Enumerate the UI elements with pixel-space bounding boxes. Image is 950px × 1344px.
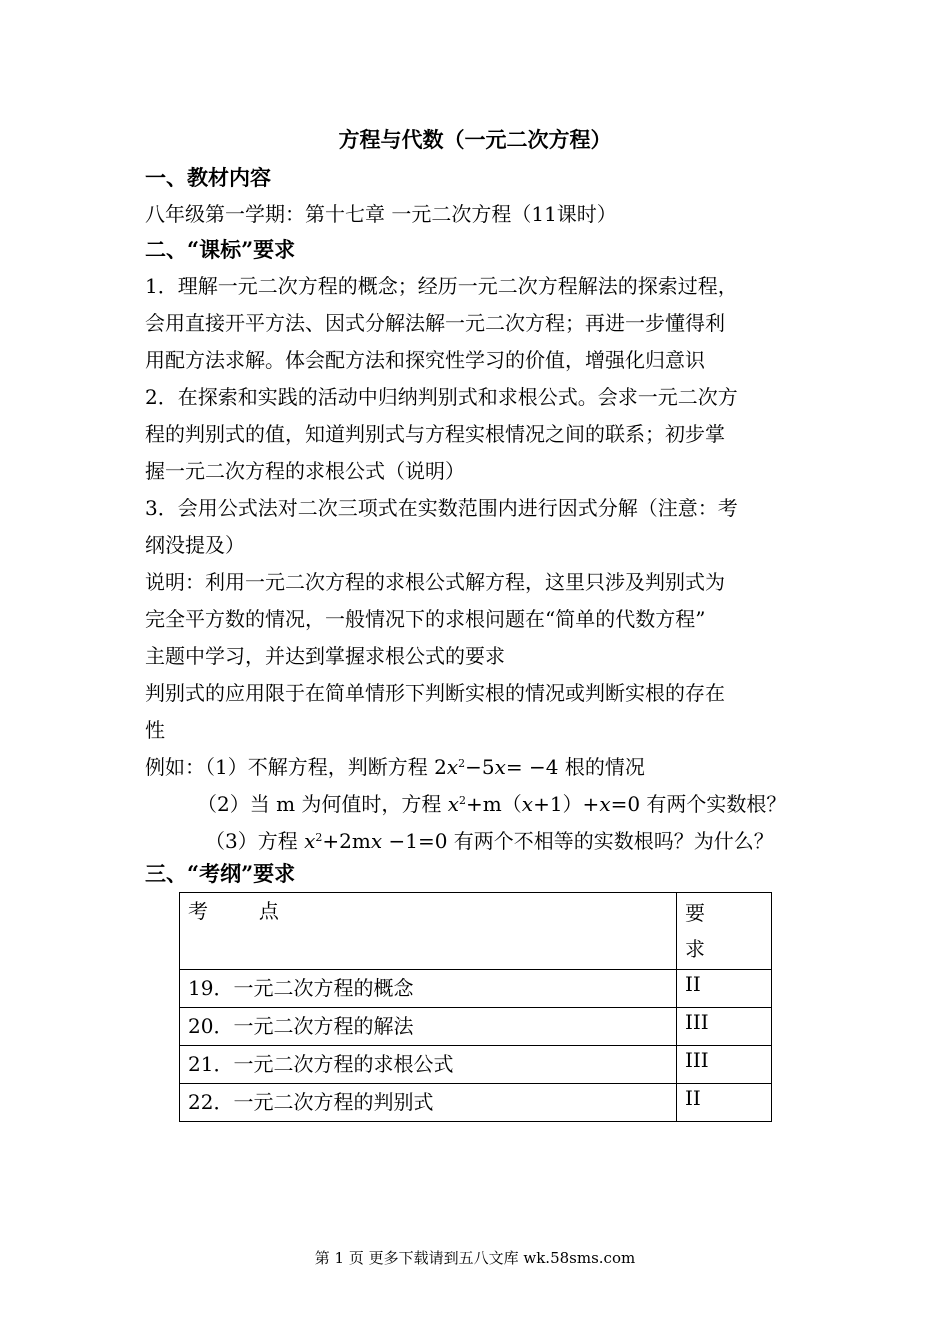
section3-heading: 三、“考纲”要求 xyxy=(145,861,296,886)
page-title: 方程与代数（一元二次方程） xyxy=(338,127,612,152)
table-header-row xyxy=(180,893,772,970)
table-cell-point: 22．一元二次方程的判别式 xyxy=(180,1084,677,1122)
table-cell-req: II xyxy=(677,970,772,1008)
header-requirement: 要 求 xyxy=(677,893,772,970)
paragraph-line: 完全平方数的情况，一般情况下的求根问题在“简单的代数方程” xyxy=(145,607,706,631)
paragraph-line: 会用直接开平方法、因式分解法解一元二次方程；再进一步懂得利 xyxy=(145,311,725,335)
table-row xyxy=(180,1084,772,1122)
paragraph-line: 主题中学习，并达到掌握求根公式的要求 xyxy=(145,644,505,668)
page-footer: 第 1 页 更多下载请到五八文库 wk.58sms.com xyxy=(314,1249,636,1267)
paragraph-line: 用配方法求解。体会配方法和探究性学习的价值，增强化归意识 xyxy=(145,348,705,372)
paragraph-line: 程的判别式的值，知道判别式与方程实根情况之间的联系；初步掌 xyxy=(145,422,725,446)
paragraph-line: 3．会用公式法对二次三项式在实数范围内进行因式分解（注意：考 xyxy=(145,496,738,520)
requirements-table xyxy=(179,892,772,1122)
table-cell-req: II xyxy=(677,1084,772,1122)
header-point: 考 点 xyxy=(180,893,677,970)
example-3: （3）方程 $x^2+2mx -1=0$ 有两个不相等的实数根吗？为什么？ xyxy=(205,829,774,853)
paragraph-line: 说明：利用一元二次方程的求根公式解方程，这里只涉及判别式为 xyxy=(145,570,725,594)
example-2: （2）当 m 为何值时，方程 $x^2+m(x+1)+x=0$ 有两个实数根？ xyxy=(197,792,787,816)
table-row xyxy=(180,970,772,1008)
paragraph-line: 纲没提及） xyxy=(145,533,245,557)
section1-heading: 一、教材内容 xyxy=(145,165,271,190)
paragraph-line: 2．在探索和实践的活动中归纳判别式和求根公式。会求一元二次方 xyxy=(145,385,738,409)
section2-heading: 二、“课标”要求 xyxy=(145,237,296,262)
table-row xyxy=(180,1046,772,1084)
paragraph-line: 性 xyxy=(145,718,165,742)
table-cell-point: 20．一元二次方程的解法 xyxy=(180,1008,677,1046)
paragraph-line: 1．理解一元二次方程的概念；经历一元二次方程解法的探索过程， xyxy=(145,274,738,298)
table-cell-point: 19．一元二次方程的概念 xyxy=(180,970,677,1008)
paragraph-line: 判别式的应用限于在简单情形下判断实根的情况或判断实根的存在 xyxy=(145,681,725,705)
example-1: 例如：（1）不解方程，判断方程 $2x^2-5x= -4$ 根的情况 xyxy=(145,755,645,779)
section1-content: 八年级第一学期：第十七章 一元二次方程（11课时） xyxy=(145,202,617,226)
table-cell-point: 21．一元二次方程的求根公式 xyxy=(180,1046,677,1084)
table-cell-req: III xyxy=(677,1008,772,1046)
paragraph-line: 握一元二次方程的求根公式（说明） xyxy=(145,459,465,483)
table-cell-req: III xyxy=(677,1046,772,1084)
table-row xyxy=(180,1008,772,1046)
